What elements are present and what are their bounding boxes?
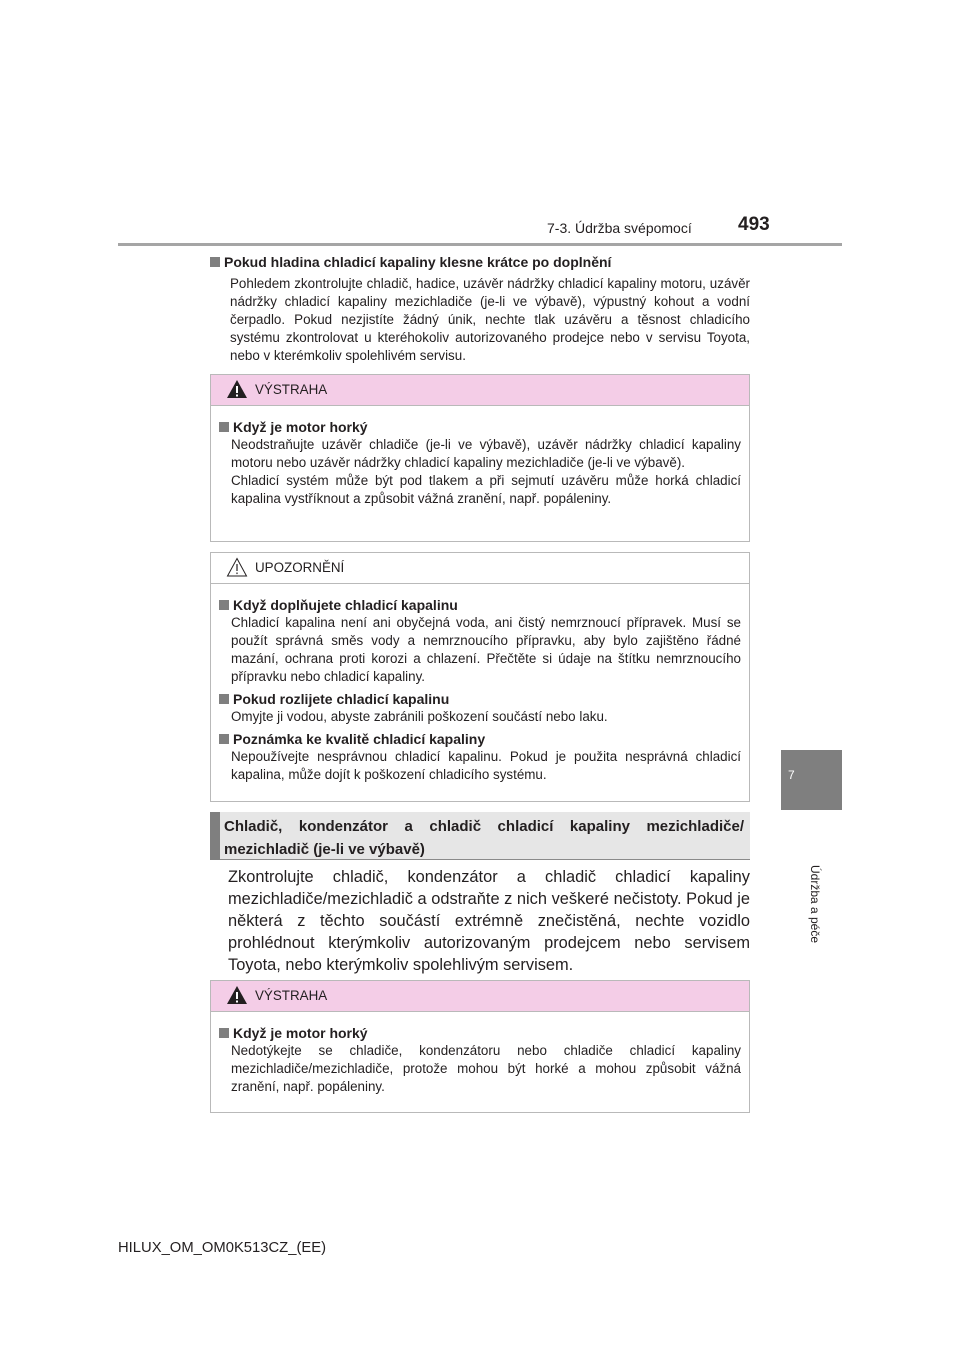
warning-triangle-icon	[226, 985, 248, 1005]
coolant-low-heading: Pokud hladina chladicí kapaliny klesne krátce po doplnění	[210, 253, 750, 271]
caution-label: UPOZORNĚNÍ	[255, 560, 345, 575]
gray-square-bullet-icon	[219, 734, 229, 744]
warning-heading: Když je motor horký	[219, 1024, 741, 1042]
caution-box-coolant	[210, 552, 750, 802]
radiator-body-text: Zkontrolujte chladič, kondenzátor a chladič chladicí kapaliny mezichladiče/mezichladič a odstraňte z nich veškeré nečistoty. Pokud je některá z těchto součástí extrémně znečistěná, nechte vozidlo prohlédnout kterýmkoliv autorizovaným prodejcem nebo servisem Toyota, nebo kterýmkoliv spolehlivým servisem.	[228, 868, 750, 974]
caution-item-heading: Pokud rozlijete chladicí kapalinu	[219, 690, 741, 708]
coolant-low-section	[210, 253, 750, 365]
caution-item-text: Nepoužívejte nesprávnou chladicí kapalinu. Pokud je použita nesprávná chladicí kapalina, může dojít k poškození chladicího systému.	[231, 749, 741, 782]
warning-box-hot-engine-2	[210, 980, 750, 1113]
caution-triangle-icon	[226, 557, 248, 577]
chapter-label: Údržba a péče	[808, 864, 823, 944]
caution-item	[219, 596, 741, 686]
gray-square-bullet-icon	[219, 694, 229, 704]
warning-text-2: Chladicí systém může být pod tlakem a při sejmutí uzávěru může horká chladicí kapalina vystříknout a způsobit vážná zranění, např. popáleniny.	[231, 473, 741, 506]
gray-square-bullet-icon	[219, 600, 229, 610]
caution-item	[219, 730, 741, 784]
chapter-number: 7	[788, 768, 795, 782]
warning-triangle-icon	[226, 379, 248, 399]
warning-label: VÝSTRAHA	[255, 988, 328, 1003]
document-code: HILUX_OM_OM0K513CZ_(EE)	[118, 1240, 327, 1256]
warning-header	[211, 981, 749, 1012]
warning-box-hot-engine	[210, 374, 750, 542]
warning-text: Neodstraňujte uzávěr chladiče (je-li ve výbavě), uzávěr nádržky chladicí kapaliny motoru nebo uzávěr nádržky chladicí kapaliny mezichladiče (je-li ve výbavě).	[231, 437, 741, 470]
gray-square-bullet-icon	[210, 257, 220, 267]
caution-item-heading: Když doplňujete chladicí kapalinu	[219, 596, 741, 614]
warning-header	[211, 375, 749, 406]
gray-square-bullet-icon	[219, 1028, 229, 1038]
caution-header	[211, 553, 749, 584]
section-banner	[210, 812, 750, 860]
page-number: 493	[738, 214, 770, 235]
warning-heading: Když je motor horký	[219, 418, 741, 436]
caution-item-text: Omyjte ji vodou, abyste zabránili poškození součástí nebo laku.	[231, 709, 608, 724]
caution-item	[219, 690, 741, 726]
section-title: 7-3. Údržba svépomocí	[547, 220, 692, 236]
caution-item-text: Chladicí kapalina není ani obyčejná voda, ani čistý nemrznoucí přípravek. Musí se použít správná směs vody a nemrznoucího přípravku, aby bylo zajištěno řádné mazání, ochrana proti korozi a chlazení. Přečtěte si údaje na štítku nemrznoucího přípravku nebo chladicí kapaliny.	[231, 615, 741, 684]
warning-label: VÝSTRAHA	[255, 382, 328, 397]
caution-item-heading: Poznámka ke kvalitě chladicí kapaliny	[219, 730, 741, 748]
banner-accent-bar	[210, 812, 220, 860]
warning-text: Nedotýkejte se chladiče, kondenzátoru nebo chladiče chladicí kapaliny mezichladiče/mezichladiče, protože mohou být horké a mohou způsobit vážná zranění, např. popáleniny.	[231, 1043, 741, 1094]
section-banner-title: Chladič, kondenzátor a chladič chladicí kapaliny mezichladiče/ mezichladič (je-li ve výbavě)	[224, 818, 744, 858]
gray-square-bullet-icon	[219, 422, 229, 432]
coolant-low-text: Pohledem zkontrolujte chladič, hadice, uzávěr nádržky chladicí kapaliny motoru, uzávěr nádržky chladicí kapaliny mezichladiče (je-li ve výbavě), výpustný kohout a vodní čerpadlo. Pokud nezjistíte žádný únik, nechte tlak uzávěru a těsnost chladicího systému zkontrolovat u kteréhokoliv autorizovaného prodejce nebo v servisu Toyota, nebo v kterémkoliv spolehlivém servisu.	[230, 276, 750, 363]
header-divider	[118, 243, 842, 246]
